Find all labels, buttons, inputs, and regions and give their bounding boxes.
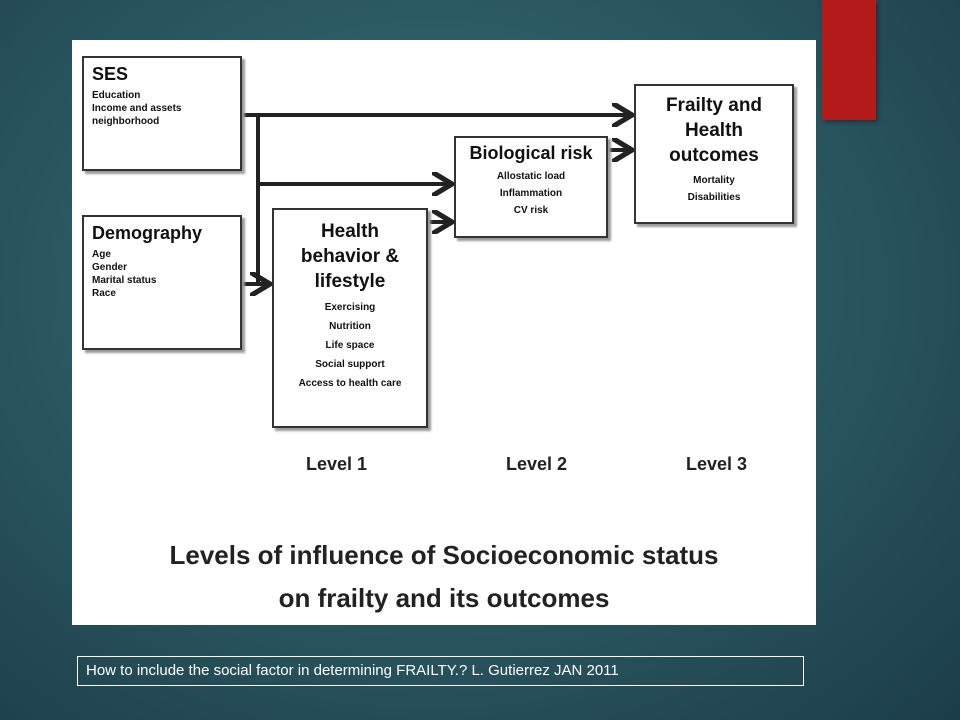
- ses-title: SES: [92, 64, 129, 84]
- demography-item: Marital status: [92, 275, 157, 286]
- bio-item: CV risk: [513, 205, 549, 216]
- accent-tab: [822, 0, 876, 120]
- ses-item: Income and assets: [92, 103, 182, 114]
- frailty-item: Mortality: [693, 175, 735, 186]
- demography-item: Gender: [92, 262, 128, 273]
- diagram-image: [72, 40, 816, 625]
- health-item: Life space: [325, 340, 375, 351]
- level-3-label: Level 3: [686, 454, 748, 474]
- demography-box: [82, 215, 242, 350]
- level-1-label: Level 1: [306, 454, 368, 474]
- frailty-title-line: outcomes: [669, 145, 759, 166]
- frailty-outcomes-box: [634, 84, 794, 224]
- health-title-line: behavior &: [300, 246, 400, 267]
- level-2-label: Level 2: [506, 454, 568, 474]
- health-item: Social support: [315, 359, 385, 370]
- biological-risk-box: [454, 136, 608, 238]
- diagram-caption-line-2: on frailty and its outcomes: [278, 583, 610, 613]
- frailty-title-line: Frailty and: [665, 95, 763, 116]
- frailty-title-line: Health: [684, 120, 744, 141]
- health-behavior-box: [272, 208, 428, 428]
- health-item: Exercising: [324, 302, 376, 313]
- health-title-line: lifestyle: [314, 271, 386, 292]
- demography-item: Race: [92, 288, 116, 299]
- health-item: Nutrition: [329, 321, 371, 332]
- health-item: Access to health care: [298, 378, 402, 389]
- bio-item: Inflammation: [499, 188, 563, 199]
- diagram-caption-line-1: Levels of influence of Socioeconomic status: [169, 540, 719, 570]
- bio-title: Biological risk: [469, 143, 593, 163]
- demography-item: Age: [92, 249, 111, 260]
- ses-box: [82, 56, 242, 171]
- frailty-item: Disabilities: [687, 192, 741, 203]
- health-title-line: Health: [320, 221, 380, 242]
- citation-text-box: How to include the social factor in determining FRAILTY.? L. Gutierrez JAN 2011: [77, 656, 804, 686]
- demography-title: Demography: [92, 223, 203, 243]
- bio-item: Allostatic load: [496, 171, 566, 182]
- ses-item: Education: [92, 90, 141, 101]
- ses-item: neighborhood: [92, 116, 160, 127]
